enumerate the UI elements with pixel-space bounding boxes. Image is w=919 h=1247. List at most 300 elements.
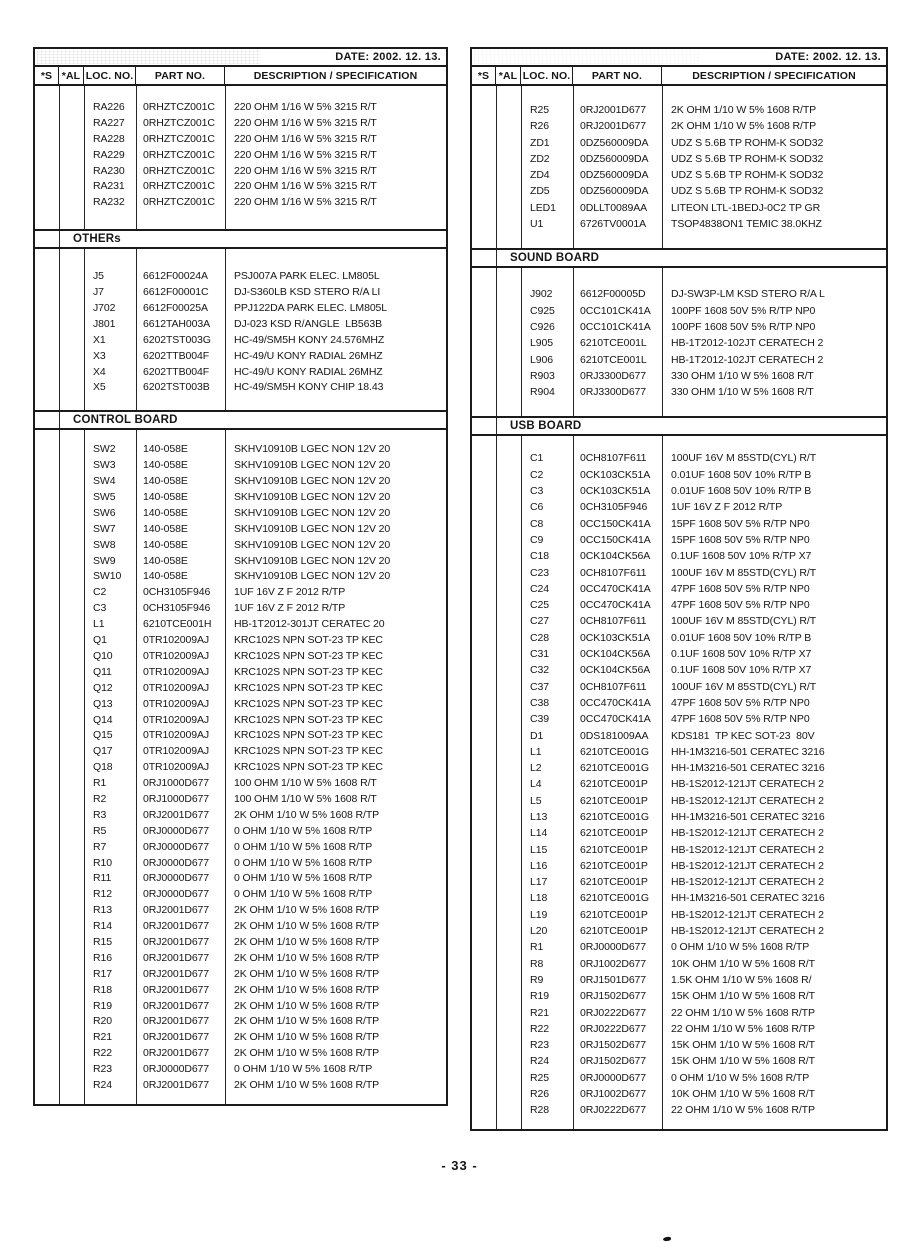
cell-description: HH-1M3216-501 CERATEC 3216 <box>671 745 825 758</box>
cell-description: 2K OHM 1/10 W 5% 1608 R/TP <box>234 983 380 996</box>
cell-part-no: 0TR102009AJ <box>143 665 210 678</box>
cell-description: UDZ S 5.6B TP ROHM-K SOD32 <box>671 185 824 198</box>
cell-s <box>35 1078 59 1094</box>
cell-s <box>472 352 496 368</box>
cell-description: 100PF 1608 50V 5% R/TP NP0 <box>671 320 816 333</box>
cell-al <box>496 662 521 678</box>
table-row <box>35 999 446 1015</box>
cell-s <box>472 467 496 483</box>
cell-s <box>35 728 59 744</box>
cell-al <box>496 1053 521 1069</box>
cell-s <box>472 286 496 302</box>
cell-s <box>472 662 496 678</box>
column-header-s: *S <box>472 67 496 84</box>
cell-part-no: 0RHZTCZ001C <box>143 164 215 177</box>
table-row <box>472 1005 886 1021</box>
cell-s <box>472 711 496 727</box>
cell-description: 1UF 16V Z F 2012 R/TP <box>234 586 346 599</box>
date-band <box>35 49 446 67</box>
cell-al <box>496 516 521 532</box>
cell-s <box>35 681 59 697</box>
cell-part-no: 0RJ0222D677 <box>580 1006 647 1019</box>
cell-part-no: 0CH3105F946 <box>143 586 211 599</box>
cell-s <box>35 317 59 333</box>
cell-al <box>59 554 84 570</box>
cell-part-no: 0RJ2001D677 <box>143 999 210 1012</box>
table-row <box>472 384 886 400</box>
cell-loc-no: J5 <box>93 270 104 283</box>
table-row <box>35 792 446 808</box>
cell-loc-no: C23 <box>530 566 549 579</box>
table-row <box>472 744 886 760</box>
cell-description: 100UF 16V M 85STD(CYL) R/T <box>671 566 817 579</box>
table-row <box>35 349 446 365</box>
cell-al <box>59 317 84 333</box>
cell-al <box>496 939 521 955</box>
table-row <box>35 474 446 490</box>
cell-description: 0 OHM 1/10 W 5% 1608 R/TP <box>234 856 373 869</box>
table-row <box>35 776 446 792</box>
cell-s <box>472 335 496 351</box>
table-row <box>472 335 886 351</box>
cell-part-no: 140-058E <box>143 475 188 488</box>
cell-loc-no: ZD2 <box>530 152 550 165</box>
cell-loc-no: C32 <box>530 664 549 677</box>
cell-al <box>59 301 84 317</box>
cell-part-no: 6202TTB004F <box>143 365 210 378</box>
cell-description: 0.01UF 1608 50V 10% R/TP B <box>671 485 812 498</box>
column-divider <box>225 249 226 410</box>
cell-al <box>496 565 521 581</box>
cell-description: HC-49/SM5H KONY CHIP 18.43 <box>234 381 384 394</box>
cell-description: SKHV10910B LGEC NON 12V 20 <box>234 522 391 535</box>
cell-s <box>472 842 496 858</box>
cell-part-no: 0DZ560009DA <box>580 152 649 165</box>
cell-s <box>35 1030 59 1046</box>
cell-part-no: 0RJ0000D677 <box>143 856 210 869</box>
table-row <box>35 506 446 522</box>
table-row <box>35 1078 446 1094</box>
table-row <box>35 713 446 729</box>
column-divider <box>136 249 137 410</box>
cell-s <box>35 633 59 649</box>
cell-part-no: 0CC470CK41A <box>580 582 651 595</box>
cell-al <box>59 601 84 617</box>
cell-description: HB-1T2012-102JT CERATECH 2 <box>671 337 824 350</box>
cell-al <box>59 100 84 116</box>
cell-part-no: 0RJ1002D677 <box>580 1088 647 1101</box>
board-section <box>35 410 446 1104</box>
table-row <box>35 1014 446 1030</box>
cell-description: 330 OHM 1/10 W 5% 1608 R/T <box>671 369 814 382</box>
cell-part-no: 0RJ1000D677 <box>143 777 210 790</box>
cell-loc-no: C37 <box>530 680 549 693</box>
table-row <box>35 760 446 776</box>
cell-description: 0 OHM 1/10 W 5% 1608 R/TP <box>234 872 373 885</box>
cell-description: 100 OHM 1/10 W 5% 1608 R/T <box>234 792 377 805</box>
cell-description: 220 OHM 1/16 W 5% 3215 R/T <box>234 116 377 129</box>
cell-s <box>472 516 496 532</box>
cell-s <box>472 368 496 384</box>
cell-loc-no: R19 <box>530 990 549 1003</box>
table-row <box>35 824 446 840</box>
cell-description: 0.01UF 1608 50V 10% R/TP B <box>671 468 812 481</box>
cell-part-no: 0RHZTCZ001C <box>143 180 215 193</box>
cell-s <box>472 135 496 151</box>
cell-part-no: 0CC150CK41A <box>580 533 651 546</box>
cell-part-no: 0RHZTCZ001C <box>143 101 215 113</box>
table-row <box>35 522 446 538</box>
cell-s <box>35 871 59 887</box>
cell-loc-no: R16 <box>93 951 112 964</box>
cell-loc-no: R26 <box>530 120 549 133</box>
cell-loc-no: R23 <box>93 1063 112 1076</box>
table-row <box>472 467 886 483</box>
cell-description: 2K OHM 1/10 W 5% 1608 R/TP <box>234 967 380 980</box>
cell-description: HC-49/U KONY RADIAL 26MHZ <box>234 349 383 362</box>
cell-s <box>472 630 496 646</box>
cell-al <box>496 368 521 384</box>
cell-part-no: 6210TCE001G <box>580 810 649 823</box>
cell-loc-no: J7 <box>93 286 104 299</box>
cell-s <box>35 601 59 617</box>
cell-part-no: 0TR102009AJ <box>143 649 210 662</box>
cell-description: SKHV10910B LGEC NON 12V 20 <box>234 506 391 519</box>
cell-description: SKHV10910B LGEC NON 12V 20 <box>234 570 391 583</box>
cell-loc-no: R25 <box>530 1071 549 1084</box>
cell-al <box>59 824 84 840</box>
table-row <box>472 874 886 890</box>
cell-loc-no: C25 <box>530 599 549 612</box>
cell-description: KRC102S NPN SOT-23 TP KEC <box>234 713 383 726</box>
column-divider <box>662 436 663 1128</box>
cell-description: 1UF 16V Z F 2012 R/TP <box>234 602 346 615</box>
cell-description: 47PF 1608 50V 5% R/TP NP0 <box>671 696 810 709</box>
cell-al <box>496 1086 521 1102</box>
cell-s <box>472 1053 496 1069</box>
cell-al <box>59 569 84 585</box>
section-title: CONTROL BOARD <box>73 414 178 427</box>
cell-loc-no: R9 <box>530 973 544 986</box>
cell-al <box>496 956 521 972</box>
date-text: DATE: 2002. 12. 13. <box>335 51 441 63</box>
cell-al <box>496 450 521 466</box>
cell-s <box>472 760 496 776</box>
cell-description: 2K OHM 1/10 W 5% 1608 R/TP <box>234 808 380 821</box>
cell-part-no: 0RJ2001D677 <box>143 983 210 996</box>
cell-description: UDZ S 5.6B TP ROHM-K SOD32 <box>671 136 824 149</box>
column-header-loc: LOC. NO. <box>521 67 573 84</box>
cell-s <box>35 100 59 116</box>
cell-loc-no: C24 <box>530 582 549 595</box>
table-row <box>35 601 446 617</box>
section-rows <box>35 86 446 229</box>
cell-loc-no: R904 <box>530 386 555 399</box>
table-row <box>35 697 446 713</box>
cell-loc-no: R13 <box>93 904 112 917</box>
cell-s <box>35 506 59 522</box>
cell-part-no: 0RJ0000D677 <box>143 1063 210 1076</box>
cell-description: 0 OHM 1/10 W 5% 1608 R/TP <box>234 840 373 853</box>
cell-al <box>496 988 521 1004</box>
column-divider <box>496 418 497 434</box>
table-row <box>35 903 446 919</box>
cell-al <box>59 538 84 554</box>
cell-loc-no: Q1 <box>93 634 107 647</box>
table-row <box>472 1070 886 1086</box>
cell-s <box>472 499 496 515</box>
cell-s <box>35 585 59 601</box>
cell-al <box>59 665 84 681</box>
cell-part-no: 0RJ2001D677 <box>143 808 210 821</box>
cell-al <box>59 474 84 490</box>
cell-part-no: 0DZ560009DA <box>580 136 649 149</box>
cell-al <box>496 303 521 319</box>
cell-part-no: 0RJ0000D677 <box>143 840 210 853</box>
cell-part-no: 6612F00024A <box>143 270 208 283</box>
table-row <box>472 662 886 678</box>
cell-part-no: 0TR102009AJ <box>143 697 210 710</box>
cell-loc-no: SW4 <box>93 475 116 488</box>
cell-description: 220 OHM 1/16 W 5% 3215 R/T <box>234 148 377 161</box>
cell-description: 2K OHM 1/10 W 5% 1608 R/TP <box>671 120 817 133</box>
cell-part-no: 0CH8107F611 <box>580 680 647 693</box>
cell-al <box>496 1102 521 1118</box>
cell-loc-no: Q12 <box>93 681 113 694</box>
cell-part-no: 0CK103CK51A <box>580 631 651 644</box>
cell-part-no: 140-058E <box>143 491 188 504</box>
cell-s <box>35 967 59 983</box>
column-divider <box>521 86 522 248</box>
table-row <box>35 333 446 349</box>
cell-loc-no: SW6 <box>93 506 116 519</box>
cell-loc-no: SW8 <box>93 538 116 551</box>
section-title: USB BOARD <box>510 420 582 433</box>
cell-s <box>35 554 59 570</box>
cell-description: UDZ S 5.6B TP ROHM-K SOD32 <box>671 152 824 165</box>
section-rows <box>35 430 446 1104</box>
cell-description: 15K OHM 1/10 W 5% 1608 R/T <box>671 990 815 1003</box>
cell-al <box>496 1021 521 1037</box>
section-title: SOUND BOARD <box>510 252 600 265</box>
cell-loc-no: C31 <box>530 648 549 661</box>
cell-description: SKHV10910B LGEC NON 12V 20 <box>234 538 391 551</box>
table-row <box>35 365 446 381</box>
cell-part-no: 0CK103CK51A <box>580 485 651 498</box>
cell-loc-no: SW7 <box>93 522 116 535</box>
cell-part-no: 6612F00005D <box>580 288 646 301</box>
cell-loc-no: C28 <box>530 631 549 644</box>
cell-description: 0.1UF 1608 50V 10% R/TP X7 <box>671 550 812 563</box>
table-row <box>472 956 886 972</box>
cell-al <box>496 335 521 351</box>
cell-al <box>59 713 84 729</box>
cell-al <box>59 744 84 760</box>
column-divider <box>662 86 663 248</box>
cell-s <box>35 458 59 474</box>
cell-loc-no: SW10 <box>93 570 122 583</box>
cell-part-no: 0RJ1002D677 <box>580 957 647 970</box>
column-divider <box>496 268 497 416</box>
cell-s <box>472 646 496 662</box>
cell-s <box>472 565 496 581</box>
cell-s <box>472 695 496 711</box>
table-row <box>35 1030 446 1046</box>
cell-s <box>35 713 59 729</box>
cell-s <box>35 365 59 381</box>
cell-al <box>59 179 84 195</box>
cell-loc-no: C39 <box>530 713 549 726</box>
cell-description: 2K OHM 1/10 W 5% 1608 R/TP <box>234 1078 380 1091</box>
column-divider <box>59 231 60 247</box>
column-divider <box>573 86 574 248</box>
table-row <box>472 167 886 183</box>
cell-al <box>496 499 521 515</box>
cell-part-no: 6612F00025A <box>143 302 208 315</box>
cell-loc-no: Q15 <box>93 729 113 742</box>
cell-al <box>496 679 521 695</box>
cell-part-no: 0RJ0000D677 <box>143 872 210 885</box>
cell-description: 2K OHM 1/10 W 5% 1608 R/TP <box>234 1047 380 1060</box>
column-divider <box>496 250 497 266</box>
cell-s <box>35 1046 59 1062</box>
table-row <box>472 907 886 923</box>
cell-s <box>472 890 496 906</box>
cell-part-no: 0RJ1502D677 <box>580 990 647 1003</box>
cell-loc-no: L1 <box>93 618 105 631</box>
cell-s <box>472 1086 496 1102</box>
cell-description: HB-1S2012-121JT CERATECH 2 <box>671 778 824 791</box>
column-divider <box>225 430 226 1104</box>
cell-al <box>59 522 84 538</box>
cell-s <box>35 285 59 301</box>
cell-part-no: 0RJ0000D677 <box>580 1071 647 1084</box>
cell-part-no: 0CC470CK41A <box>580 696 651 709</box>
cell-al <box>59 116 84 132</box>
cell-part-no: 0DZ560009DA <box>580 169 649 182</box>
cell-s <box>35 919 59 935</box>
table-row <box>472 695 886 711</box>
cell-al <box>496 135 521 151</box>
cell-s <box>472 907 496 923</box>
section-header <box>472 416 886 436</box>
cell-al <box>59 840 84 856</box>
cell-part-no: 0RJ2001D677 <box>143 1015 210 1028</box>
table-row <box>35 1046 446 1062</box>
cell-al <box>496 711 521 727</box>
cell-al <box>59 951 84 967</box>
cell-part-no: 6612TAH003A <box>143 317 211 330</box>
cell-part-no: 0RJ3300D677 <box>580 386 647 399</box>
cell-loc-no: R903 <box>530 369 555 382</box>
cell-al <box>496 286 521 302</box>
table-row <box>35 951 446 967</box>
table-row <box>35 856 446 872</box>
table-row <box>472 151 886 167</box>
cell-part-no: 6726TV0001A <box>580 218 647 231</box>
cell-description: 2K OHM 1/10 W 5% 1608 R/TP <box>234 1015 380 1028</box>
cell-loc-no: R7 <box>93 840 107 853</box>
cell-loc-no: C38 <box>530 696 549 709</box>
cell-description: 220 OHM 1/16 W 5% 3215 R/T <box>234 180 377 193</box>
cell-s <box>35 840 59 856</box>
cell-loc-no: C8 <box>530 517 544 530</box>
cell-s <box>472 483 496 499</box>
cell-al <box>59 760 84 776</box>
cell-description: 1.5K OHM 1/10 W 5% 1608 R/ <box>671 973 812 986</box>
cell-description: 0 OHM 1/10 W 5% 1608 R/TP <box>234 1063 373 1076</box>
cell-description: 2K OHM 1/10 W 5% 1608 R/TP <box>234 1031 380 1044</box>
cell-al <box>496 151 521 167</box>
cell-part-no: 0DS181009AA <box>580 729 649 742</box>
table-row <box>472 286 886 302</box>
cell-loc-no: R22 <box>530 1022 549 1035</box>
cell-description: 0.1UF 1608 50V 10% R/TP X7 <box>671 648 812 661</box>
table-row <box>35 569 446 585</box>
table-row <box>35 728 446 744</box>
cell-description: 0 OHM 1/10 W 5% 1608 R/TP <box>671 1071 810 1084</box>
cell-s <box>472 776 496 792</box>
cell-part-no: 6210TCE001P <box>580 859 648 872</box>
cell-s <box>35 649 59 665</box>
cell-part-no: 140-058E <box>143 554 188 567</box>
cell-s <box>472 793 496 809</box>
cell-loc-no: C3 <box>93 602 107 615</box>
table-row <box>35 132 446 148</box>
cell-part-no: 0CC150CK41A <box>580 517 651 530</box>
table-row <box>35 100 446 116</box>
cell-part-no: 6210TCE001P <box>580 843 648 856</box>
section-rows <box>472 436 886 1128</box>
table-row <box>35 744 446 760</box>
cell-loc-no: R22 <box>93 1047 112 1060</box>
cell-loc-no: R24 <box>530 1055 549 1068</box>
cell-al <box>59 633 84 649</box>
cell-al <box>496 1070 521 1086</box>
cell-al <box>496 1037 521 1053</box>
cell-s <box>35 442 59 458</box>
cell-al <box>59 935 84 951</box>
table-row <box>35 442 446 458</box>
cell-description: HB-1S2012-121JT CERATECH 2 <box>671 925 824 938</box>
cell-description: 2K OHM 1/10 W 5% 1608 R/TP <box>671 104 817 116</box>
table-row <box>472 939 886 955</box>
cell-part-no: 0RJ1502D677 <box>580 1055 647 1068</box>
section-rows <box>472 268 886 416</box>
table-row <box>35 317 446 333</box>
cell-part-no: 0CK104CK56A <box>580 550 651 563</box>
table-row <box>472 890 886 906</box>
cell-part-no: 140-058E <box>143 570 188 583</box>
cell-description: SKHV10910B LGEC NON 12V 20 <box>234 491 391 504</box>
table-row <box>35 164 446 180</box>
cell-description: 100PF 1608 50V 5% R/TP NP0 <box>671 304 816 317</box>
cell-s <box>472 956 496 972</box>
cell-description: 22 OHM 1/10 W 5% 1608 R/TP <box>671 1104 815 1117</box>
cell-loc-no: C9 <box>530 533 544 546</box>
cell-s <box>472 1005 496 1021</box>
table-row <box>35 871 446 887</box>
cell-al <box>496 384 521 400</box>
cell-description: 330 OHM 1/10 W 5% 1608 R/T <box>671 386 814 399</box>
cell-s <box>35 697 59 713</box>
table-row <box>35 179 446 195</box>
cell-loc-no: R21 <box>530 1006 549 1019</box>
cell-part-no: 0RHZTCZ001C <box>143 116 215 129</box>
cell-part-no: 6210TCE001P <box>580 876 648 889</box>
cell-loc-no: C3 <box>530 485 544 498</box>
table-row <box>35 269 446 285</box>
